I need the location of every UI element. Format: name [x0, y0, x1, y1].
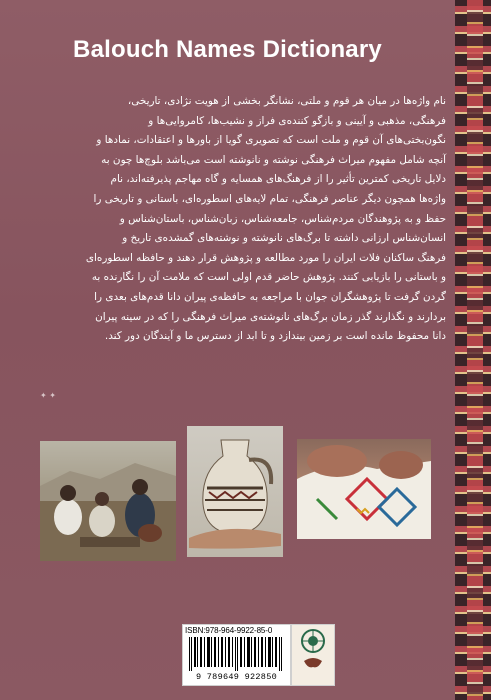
- description-line: واژه‌ها همچون دیگر عناصر فرهنگی، تمام لایه‌های اسطوره‌ای، باستانی و تاریخی را: [93, 192, 446, 205]
- description-line: نام واژه‌ها در میان هر قوم و ملتی، نشانگر بخشی از هویت نژادی، تاریخی،: [127, 95, 446, 107]
- isbn-label: ISBN:978-964-9922-85-0: [185, 626, 273, 635]
- decorative-mark: ✦ ✦: [40, 391, 56, 400]
- publisher-logo: [291, 624, 335, 686]
- description-line: دلایل تاریخی کمترین تأثیر را از فرهنگ‌های همسایه و گاه مهاجم پذیرفته‌اند، نام: [110, 173, 446, 186]
- decorative-border: [455, 0, 491, 700]
- description-line: گردن گرفت تا پژوهشگران جوان با مراجعه به حافظه‌ی پیران دانا قدم‌های بعدی را: [94, 290, 446, 303]
- description-line: بردارند و نگذارند گذر زمان برگ‌های نانوشته‌ی میراث فرهنگی را که در سینه پیران: [95, 310, 446, 323]
- barcode-bars: [189, 637, 284, 671]
- barcode: [182, 624, 291, 686]
- photo-pottery: [187, 426, 283, 557]
- description-line: دانا محفوظ مانده است بر زمین بیندازد و تا ابد از دسترس ما و آیندگان دور کند.: [104, 330, 446, 343]
- description-line: فرهنگی، مذهبی و آیینی و بازگو کننده‌ی فراز و نشیب‌ها، کامروایی‌ها و: [148, 114, 446, 127]
- description-line: انسان‌شناس ارزانی داشته تا برگ‌های نانوشته و نوشته‌های گمشده‌ی تاریخ و: [122, 232, 446, 245]
- description-line: فرهنگ ساکنان فلات ایران را مورد مطالعه و پژوهش قرار دهند و حافظه اسطوره‌ای: [85, 251, 446, 264]
- people-illustration: [40, 441, 176, 561]
- cover-description: [38, 92, 446, 347]
- barcode-number: 9 789649 922850: [195, 672, 277, 682]
- description-line: و باستانی را بازیابی کنند. پژوهش حاضر قدم اولی است که ملامت آن را نگارنده به: [91, 271, 446, 284]
- embroidery-illustration: [297, 439, 431, 539]
- description-line: آنچه شامل مفهوم میراث فرهنگی نوشته و نانوشته است می‌باشد بلوچ‌ها چون به: [101, 153, 446, 166]
- description-line: حفظ و به پژوهندگان مردم‌شناس، جامعه‌شناس، زبان‌شناس، باستان‌شناس و: [119, 212, 446, 225]
- description-line: نگون‌بختی‌های آن قوم و ملت است که تصویری گویا از باورها و اعتقادات، نمادها و: [96, 134, 446, 147]
- photo-people-outdoors: [40, 441, 176, 561]
- pottery-illustration: [187, 426, 283, 557]
- photo-embroidery: [297, 439, 431, 539]
- border-pattern: [467, 0, 483, 700]
- cover-title: Balouch Names Dictionary: [73, 36, 382, 63]
- publisher-emblem: [292, 625, 334, 679]
